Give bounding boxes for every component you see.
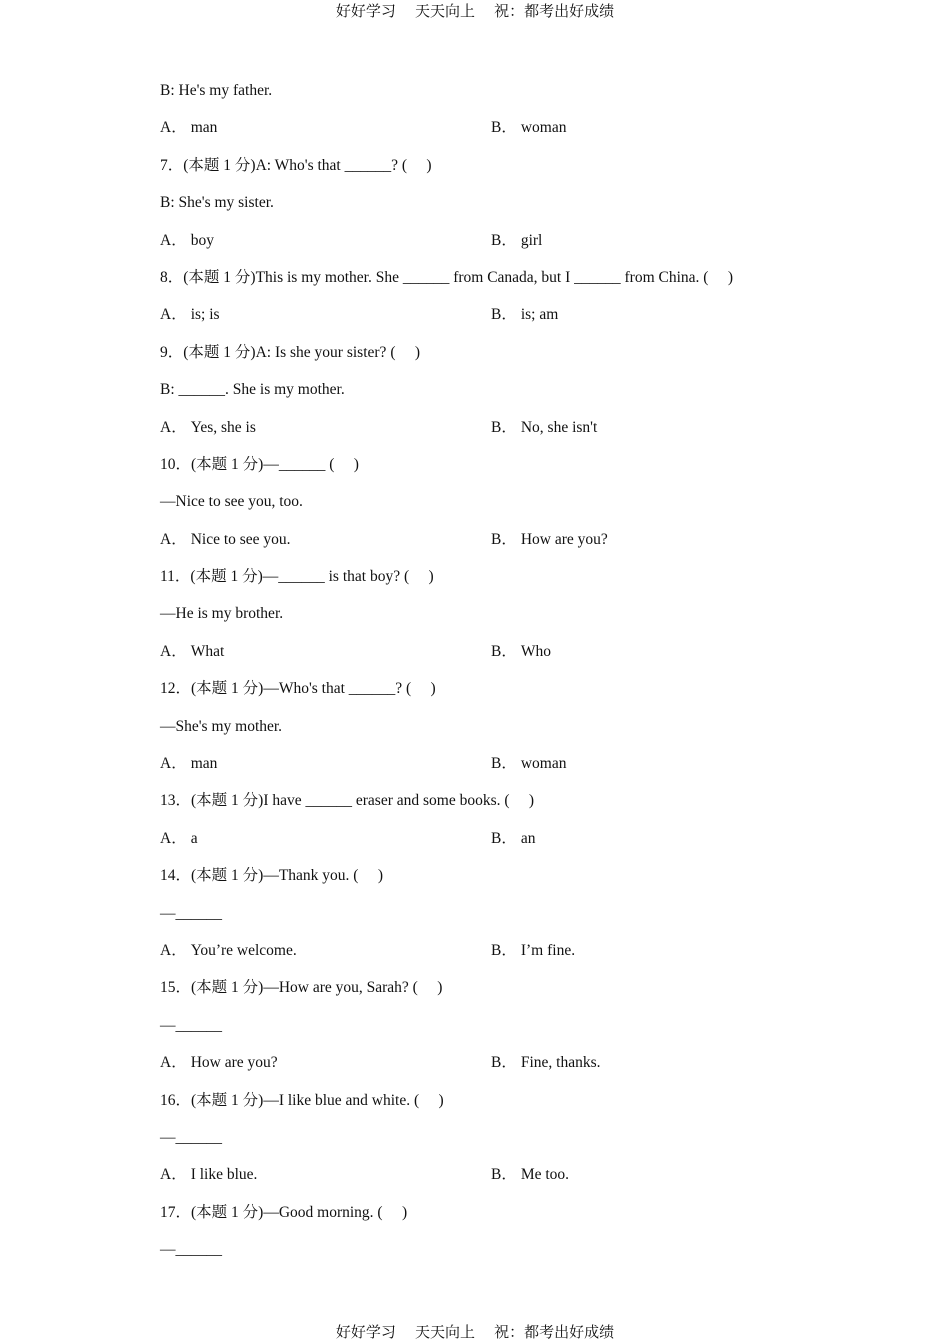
option-text: How are you? [190,1054,278,1072]
option-text: No, she isn't [520,418,598,436]
option-b [491,641,551,663]
dialogue-line: —He is my brother. [160,605,284,623]
option-a [160,417,256,439]
option-b [491,753,566,775]
option-b [491,940,575,962]
question-stem: 14．(本题 1 分)—Thank you. ( ) [160,867,383,885]
option-b [491,529,608,551]
option-text: man [190,119,218,137]
answer-options [160,1164,840,1201]
option-label: B． [491,231,517,249]
option-label: A． [160,418,187,436]
option-label: B． [491,418,517,436]
option-a [160,940,297,962]
option-label: B． [491,755,517,773]
dialogue-line: B: ______. She is my mother. [160,381,345,399]
answer-options [160,117,840,154]
option-text: I like blue. [190,1166,258,1184]
option-label: B． [491,306,517,324]
dialogue-line: —______ [160,1016,222,1034]
answer-options [160,1052,840,1089]
option-label: A． [160,1054,187,1072]
answer-options [160,230,840,267]
option-a [160,230,214,252]
option-text: Who [520,642,551,660]
question-stem: 7．(本题 1 分)A: Who's that ______? ( ) [160,156,432,174]
option-label: A． [160,755,187,773]
option-label: A． [160,306,187,324]
option-text: an [520,829,536,847]
option-label: A． [160,119,187,137]
page-header: 好好学习 天天向上 祝：都考出好成绩 [335,2,615,20]
option-a [160,753,217,775]
option-a [160,1052,278,1074]
option-label: A． [160,941,187,959]
question-list [160,80,840,1277]
option-label: A． [160,530,187,548]
option-text: girl [520,231,543,249]
option-label: B． [491,1166,517,1184]
option-label: B． [491,1054,517,1072]
dialogue-line: —______ [160,904,222,922]
dialogue-line: —Nice to see you, too. [160,493,303,511]
option-text: I’m fine. [520,941,576,959]
question-stem: 17．(本题 1 分)—Good morning. ( ) [160,1203,408,1221]
option-a [160,304,220,326]
question-stem: 8．(本题 1 分)This is my mother. She ______ from Canada, but I ______ from China. ( ) [160,268,734,286]
option-text: is; is [190,306,220,324]
option-text: woman [520,119,567,137]
answer-options [160,828,840,865]
option-a [160,1164,257,1186]
question-stem: 15．(本题 1 分)—How are you, Sarah? ( ) [160,979,443,997]
option-b [491,1164,569,1186]
option-text: man [190,755,218,773]
option-label: A． [160,642,187,660]
dialogue-line: —She's my mother. [160,717,283,735]
dialogue-line: —______ [160,1128,222,1146]
question-stem: 9．(本题 1 分)A: Is she your sister? ( ) [160,343,421,361]
option-b [491,828,535,850]
option-label: B． [491,829,517,847]
question-stem: 11．(本题 1 分)—______ is that boy? ( ) [160,568,434,586]
option-label: A． [160,829,187,847]
answer-options [160,304,840,341]
option-label: A． [160,231,187,249]
dialogue-line: B: He's my father. [160,82,273,99]
question-stem: 12．(本题 1 分)—Who's that ______? ( ) [160,680,436,698]
option-b [491,117,566,139]
option-text: Yes, she is [190,418,256,436]
option-a [160,529,291,551]
option-text: Nice to see you. [190,530,291,548]
option-label: B． [491,642,517,660]
answer-options [160,417,840,454]
option-b [491,304,558,326]
option-text: woman [520,755,567,773]
option-text: a [190,829,198,847]
option-text: Fine, thanks. [520,1054,601,1072]
option-b [491,230,542,252]
option-a [160,117,217,139]
page-footer: 好好学习 天天向上 祝：都考出好成绩 [335,1323,615,1341]
option-b [491,1052,601,1074]
option-a [160,641,224,663]
option-label: B． [491,119,517,137]
option-text: boy [190,231,214,249]
option-label: A． [160,1166,187,1184]
question-stem: 13．(本题 1 分)I have ______ eraser and some books. ( ) [160,792,535,810]
option-a [160,828,198,850]
question-stem: 16．(本题 1 分)—I like blue and white. ( ) [160,1091,444,1109]
answer-options [160,529,840,566]
answer-options [160,641,840,678]
question-stem: 10．(本题 1 分)—______ ( ) [160,455,359,473]
option-text: Me too. [520,1166,570,1184]
option-label: B． [491,530,517,548]
option-b [491,417,597,439]
option-text: How are you? [520,530,608,548]
answer-options [160,753,840,790]
option-text: is; am [520,306,559,324]
dialogue-line: —______ [160,1241,222,1259]
option-text: What [190,642,225,660]
option-text: You’re welcome. [190,941,297,959]
dialogue-line: B: She's my sister. [160,194,274,212]
option-label: B． [491,941,517,959]
answer-options [160,940,840,977]
